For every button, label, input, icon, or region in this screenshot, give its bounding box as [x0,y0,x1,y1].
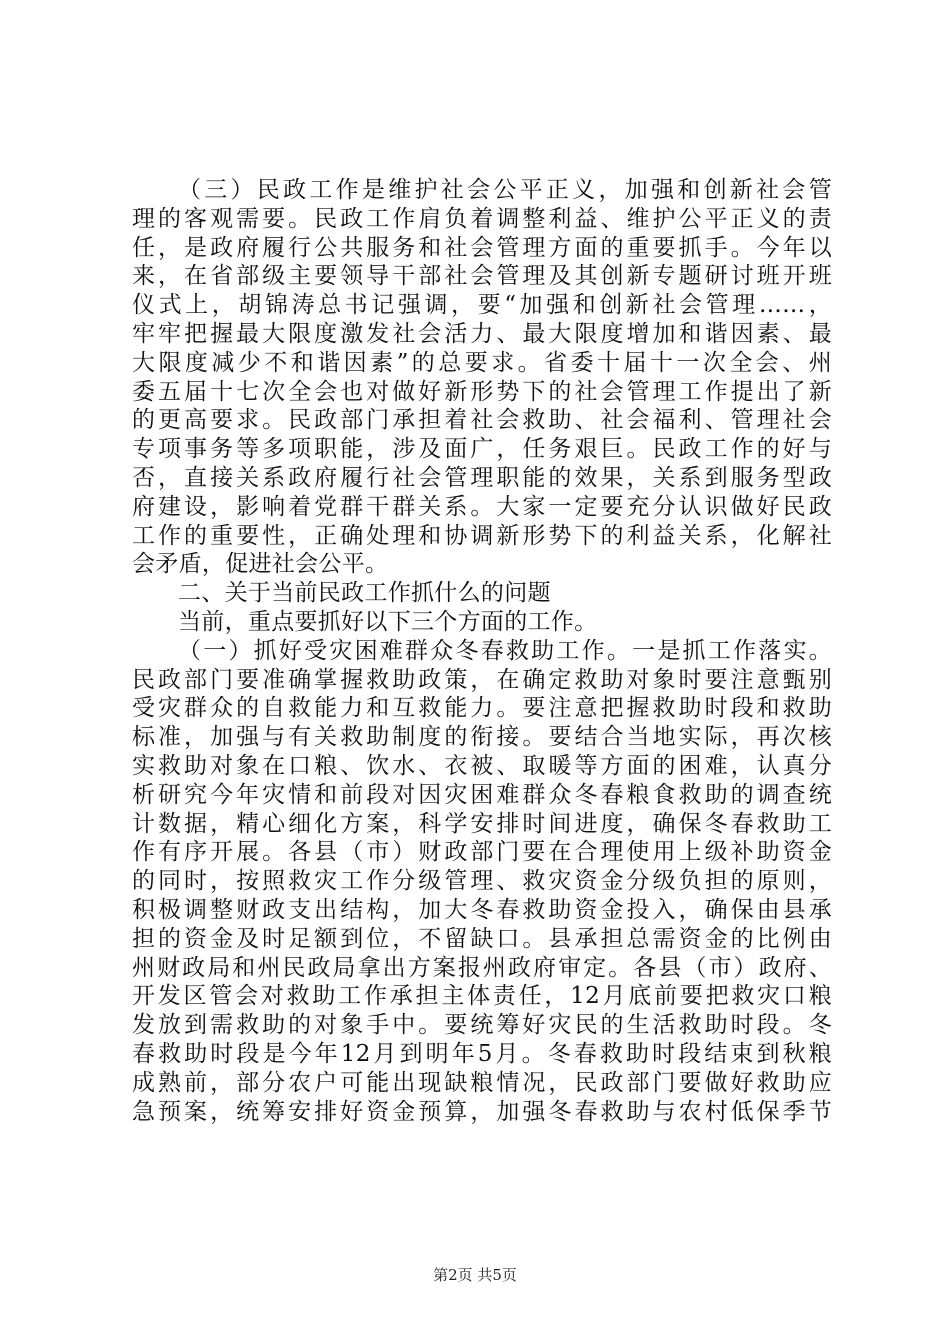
text-line: 发放到需救助的对象手中。要统筹好灾民的生活救助时段。冬 [132,1012,832,1039]
text-line: 委五届十七次全会也对做好新形势下的社会管理工作提出了新 [132,378,832,405]
text-line: 民政部门要准确掌握救助政策，在确定救助对象时要注意甄别 [132,666,832,693]
text-line: 理的客观需要。民政工作肩负着调整利益、维护公平正义的责 [132,205,832,232]
text-line: 的同时，按照救灾工作分级管理、救灾资金分级负担的原则， [132,868,832,895]
text-line: 春救助时段是今年12月到明年5月。冬春救助时段结束到秋粮 [132,1040,832,1067]
text-line: 任，是政府履行公共服务和社会管理方面的重要抓手。今年以 [132,234,832,261]
text-line: 会矛盾，促进社会公平。 [132,551,389,578]
text-line: 开发区管会对救助工作承担主体责任，12月底前要把救灾口粮 [132,983,832,1010]
text-line: 工作的重要性，正确处理和协调新形势下的利益关系，化解社 [132,522,832,549]
text-line: 二、关于当前民政工作抓什么的问题 [178,580,551,607]
text-line: 来，在省部级主要领导干部社会管理及其创新专题研讨班开班 [132,263,832,290]
text-line: 仪式上，胡锦涛总书记强调，要“加强和创新社会管理……， [132,292,832,319]
text-line: 作有序开展。各县（市）财政部门要在合理使用上级补助资金 [132,839,832,866]
text-line: 大限度减少不和谐因素”的总要求。省委十届十一次全会、州 [132,349,832,376]
text-line: 积极调整财政支出结构，加大冬春救助资金投入，确保由县承 [132,896,832,923]
text-line: 当前，重点要抓好以下三个方面的工作。 [178,608,598,635]
text-line: 实救助对象在口粮、饮水、衣被、取暖等方面的困难，认真分 [132,752,832,779]
text-line: （三）民政工作是维护社会公平正义，加强和创新社会管 [178,177,832,203]
text-line: 受灾群众的自救能力和互救能力。要注意把握救助时段和救助 [132,695,832,722]
document-body [132,176,832,1126]
text-line: 析研究今年灾情和前段对因灾困难群众冬春粮食救助的调查统 [132,781,832,808]
text-line: 成熟前，部分农户可能出现缺粮情况，民政部门要做好救助应 [132,1069,832,1096]
text-line: 否，直接关系政府履行社会管理职能的效果，关系到服务型政 [132,464,832,491]
text-line: 标准，加强与有关救助制度的衔接。要结合当地实际，再次核 [132,724,832,751]
text-line: 州财政局和州民政局拿出方案报州政府审定。各县（市）政府、 [132,954,832,981]
page-footer: 第2页 共5页 [433,1266,517,1284]
text-line: 担的资金及时足额到位，不留缺口。县承担总需资金的比例由 [132,925,832,952]
text-line: （一）抓好受灾困难群众冬春救助工作。一是抓工作落实。 [178,637,832,664]
text-line: 牢牢把握最大限度激发社会活力、最大限度增加和谐因素、最 [132,320,832,347]
text-line: 计数据，精心细化方案，科学安排时间进度，确保冬春救助工 [132,810,832,837]
text-line: 的更高要求。民政部门承担着社会救助、社会福利、管理社会 [132,407,832,434]
text-line: 专项事务等多项职能，涉及面广，任务艰巨。民政工作的好与 [132,436,832,463]
text-line: 急预案，统筹安排好资金预算，加强冬春救助与农村低保季节 [132,1098,832,1125]
text-line: 府建设，影响着党群干群关系。大家一定要充分认识做好民政 [132,493,832,520]
